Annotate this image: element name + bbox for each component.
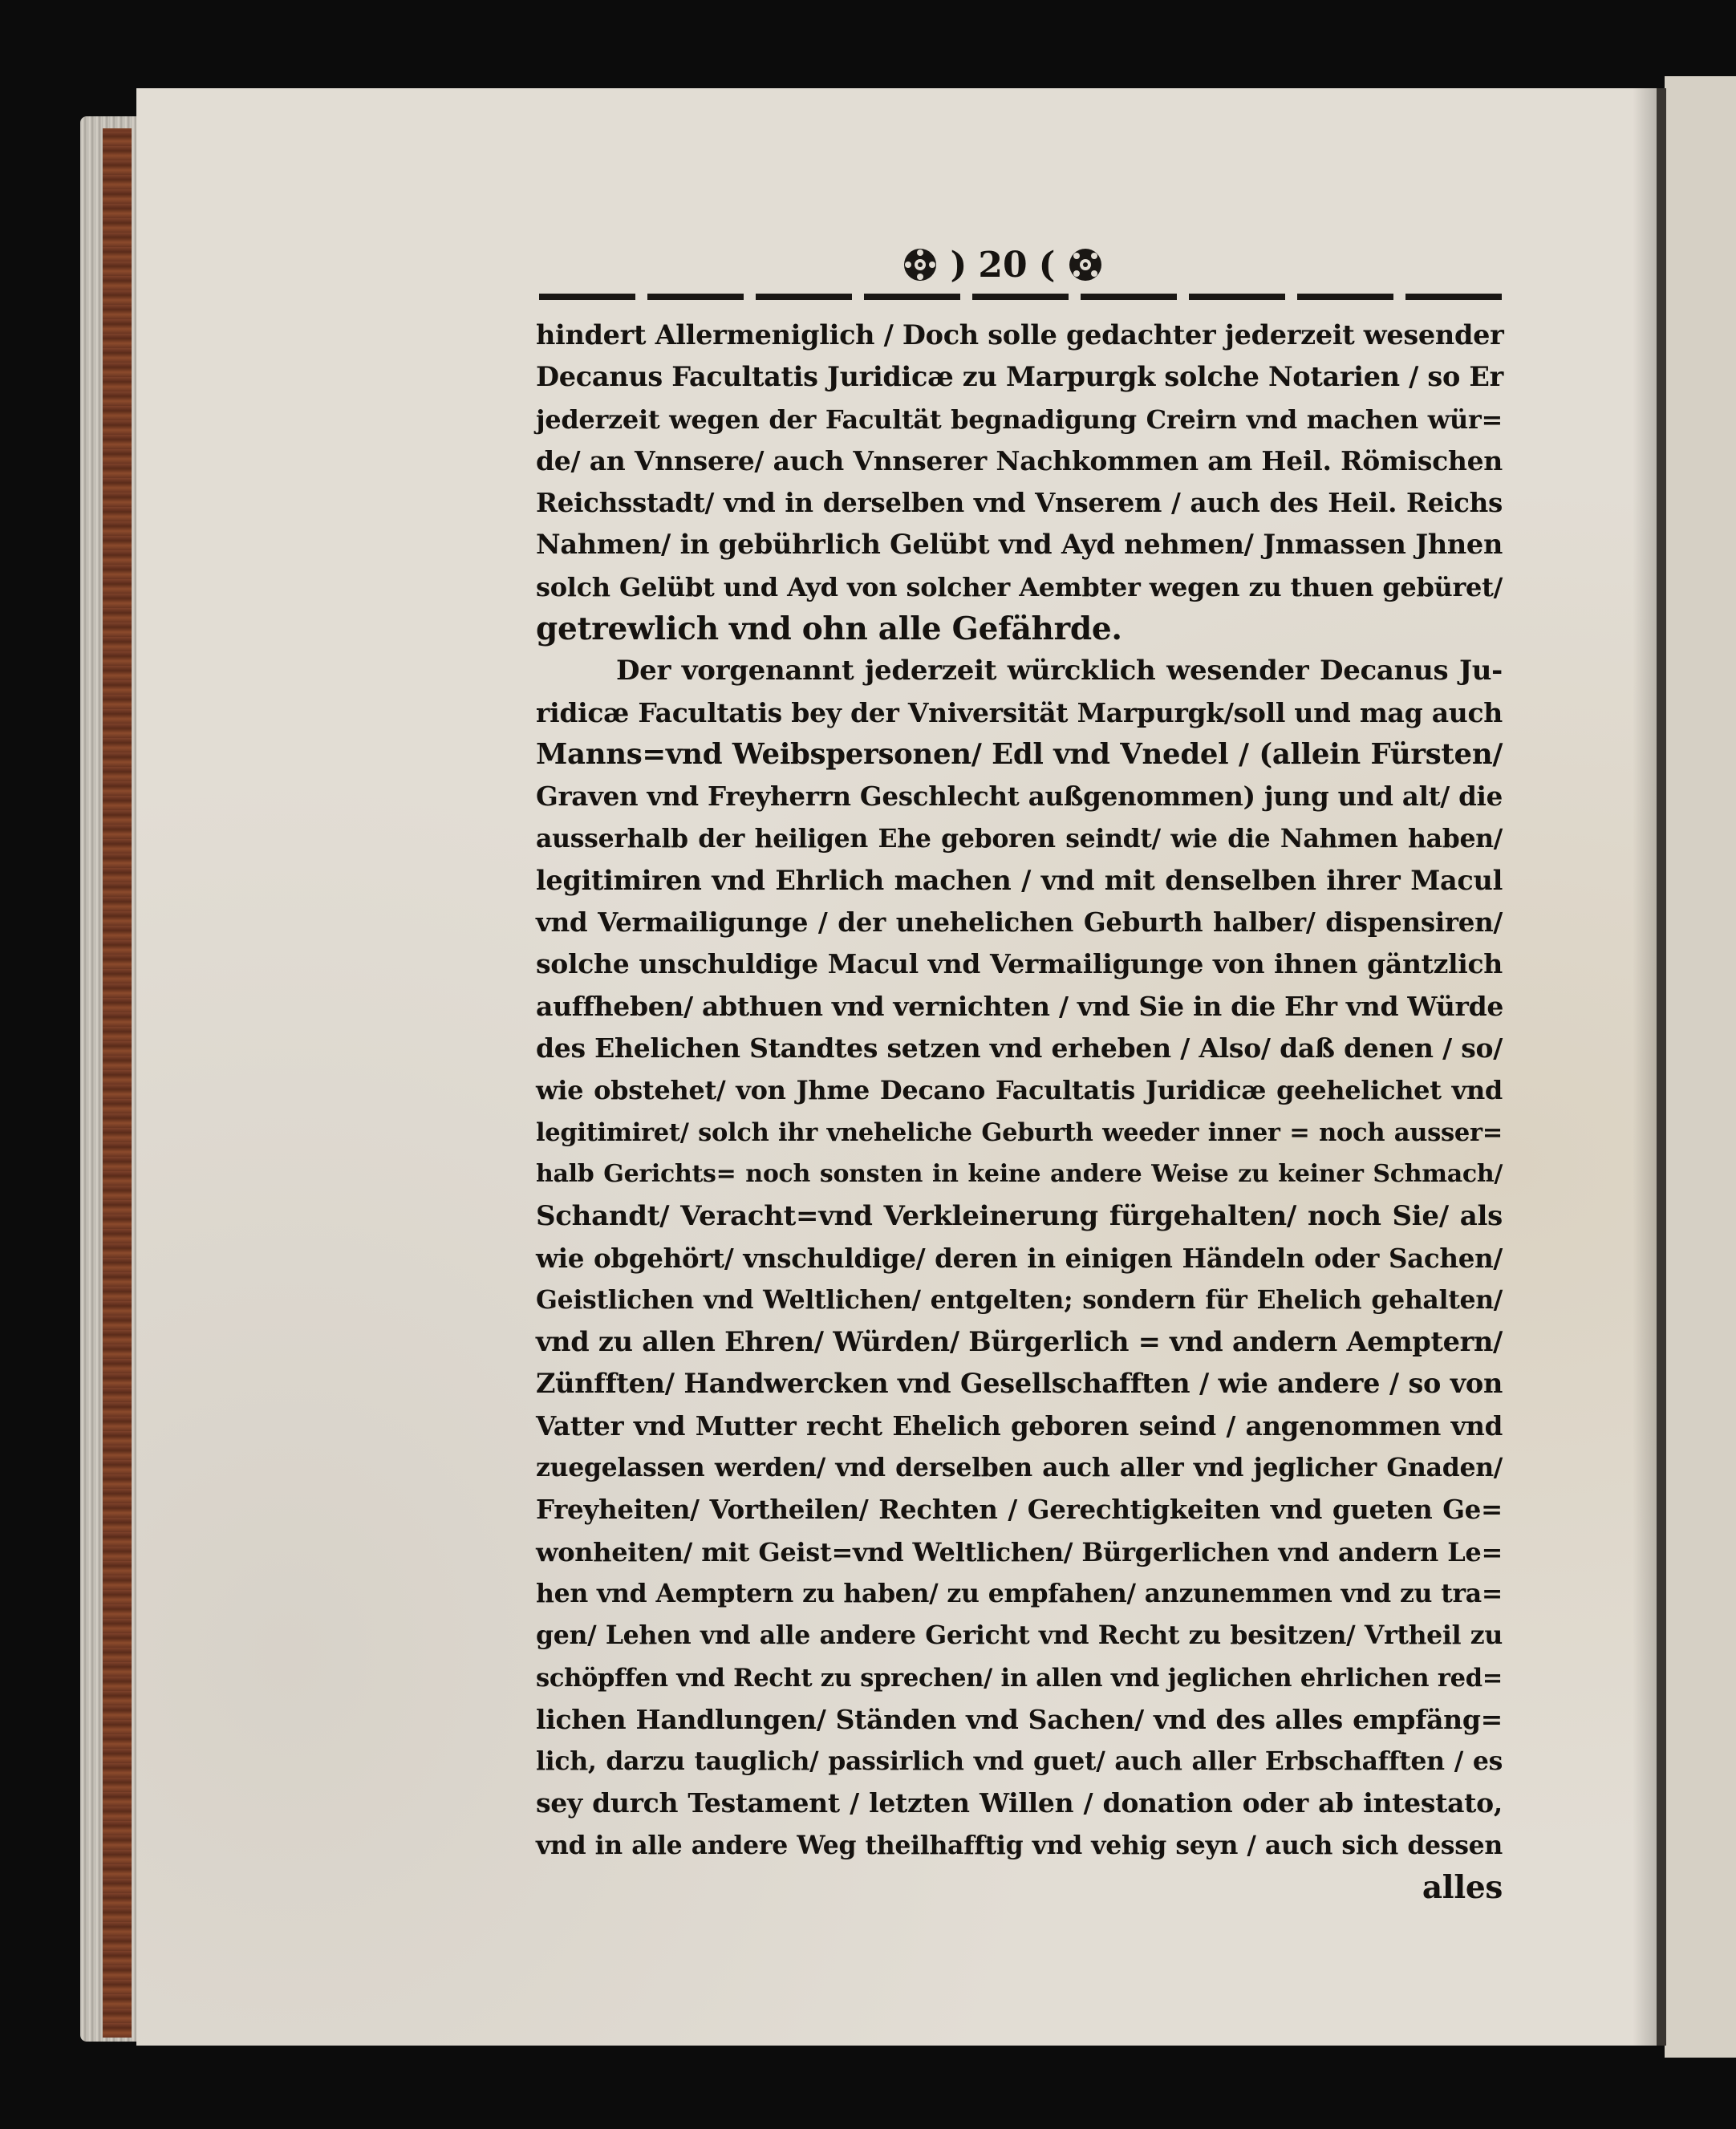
text-line: jederzeit wegen der Facultät begnadigung Creirn vnd machen wür=	[536, 403, 1503, 435]
header-rule	[539, 294, 1502, 302]
text-line: sey durch Testament / letzten Willen / donation oder ab intestato,	[536, 1787, 1503, 1819]
text-line: legitimiret/ solch ihr vneheliche Geburth weeder inner = noch ausser=	[536, 1117, 1503, 1147]
text-line: solch Gelübt und Ayd von solcher Aembter wegen zu thuen gebüret/	[536, 571, 1503, 602]
text-line: hindert Allermeniglich / Doch solle gedachter jederzeit wesender	[536, 319, 1504, 351]
text-line: des Ehelichen Standtes setzen vnd erheben / Also/ daß denen / so/	[536, 1032, 1503, 1064]
catchword: alles	[1422, 1868, 1503, 1906]
flower-ornament-icon	[1066, 245, 1105, 284]
text-line: vnd Vermailigunge / der unehelichen Geburth halber/ dispensiren/	[536, 906, 1503, 939]
text-line: Decanus Facultatis Juridicæ zu Marpurgk solche Notarien / so Er	[536, 361, 1503, 393]
text-line: Zünfften/ Handwercken vnd Gesellschafften / wie andere / so von	[536, 1368, 1503, 1400]
header-bracket-left: )	[950, 244, 967, 286]
header-bracket-right: (	[1038, 244, 1056, 286]
text-line: lichen Handlungen/ Ständen vnd Sachen/ vnd des alles empfäng=	[536, 1703, 1503, 1735]
text-line: ausserhalb der heiligen Ehe geboren seindt/ wie die Nahmen haben/	[536, 823, 1503, 854]
flower-ornament-icon	[901, 245, 939, 284]
book-spine-gap	[1657, 88, 1666, 2046]
text-line: Nahmen/ in gebührlich Gelübt vnd Ayd nehmen/ Jnmassen Jhnen	[536, 529, 1503, 561]
text-line: Geistlichen vnd Weltlichen/ entgelten; sondern für Ehelich gehalten/	[536, 1284, 1503, 1315]
text-line: Manns=vnd Weibspersonen/ Edl vnd Vnedel / (allein Fürsten/	[536, 737, 1503, 771]
paragraph-start-line: Der vorgenannt jederzeit würcklich wesender Decanus Ju-	[616, 655, 1503, 687]
text-line: ridicæ Facultatis bey der Vniversität Marpurgk/soll und mag auch	[536, 696, 1503, 728]
text-line: zuegelassen werden/ vnd derselben auch aller vnd jeglicher Gnaden/	[536, 1453, 1503, 1483]
text-line: wonheiten/ mit Geist=vnd Weltlichen/ Bürgerlichen vnd andern Le=	[536, 1536, 1503, 1567]
text-line: wie obstehet/ von Jhme Decano Facultatis Juridicæ geehelichet vnd	[536, 1075, 1503, 1106]
page-number: 20	[978, 244, 1028, 286]
facing-page-edge	[1665, 76, 1736, 2058]
text-line: gen/ Lehen vnd alle andere Gericht vnd Recht zu besitzen/ Vrtheil zu	[536, 1620, 1503, 1651]
text-line: schöpffen vnd Recht zu sprechen/ in allen vnd jeglichen ehrlichen red=	[536, 1663, 1503, 1693]
text-line: vnd zu allen Ehren/ Würden/ Bürgerlich = vnd andern Aemptern/	[536, 1326, 1503, 1358]
text-line: wie obgehört/ vnschuldige/ deren in einigen Händeln oder Sachen/	[536, 1242, 1503, 1274]
page-edge-red	[103, 128, 132, 2038]
text-line: Schandt/ Veracht=vnd Verkleinerung fürgehalten/ noch Sie/ als	[536, 1200, 1503, 1233]
text-line: de/ an Vnnsere/ auch Vnnserer Nachkommen am Heil. Römischen	[536, 444, 1503, 476]
page-header	[874, 234, 1131, 295]
text-line: getrewlich vnd ohn alle Gefährde.	[536, 610, 1122, 648]
text-line: lich, darzu tauglich/ passirlich vnd guet/ auch aller Erbschafften / es	[536, 1746, 1503, 1777]
text-line: Graven vnd Freyherrn Geschlecht außgenommen) jung und alt/ die	[536, 781, 1503, 813]
text-line: hen vnd Aemptern zu haben/ zu empfahen/ anzunemmen vnd zu tra=	[536, 1578, 1503, 1608]
text-line: solche unschuldige Macul vnd Vermailigunge von ihnen gäntzlich	[536, 948, 1503, 980]
gutter-shadow	[1633, 88, 1657, 2046]
text-line: vnd in alle andere Weg theilhafftig vnd vehig seyn / auch sich dessen	[536, 1830, 1503, 1860]
text-line: legitimiren vnd Ehrlich machen / vnd mit denselben ihrer Macul	[536, 864, 1503, 896]
text-line: Vatter vnd Mutter recht Ehelich geboren seind / angenommen vnd	[536, 1409, 1503, 1442]
text-line: auffheben/ abthuen vnd vernichten / vnd Sie in die Ehr vnd Würde	[536, 990, 1504, 1022]
body-text	[536, 314, 1504, 1906]
text-line: Freyheiten/ Vortheilen/ Rechten / Gerechtigkeiten vnd gueten Ge=	[536, 1494, 1503, 1526]
text-line: halb Gerichts= noch sonsten in keine andere Weise zu keiner Schmach/	[536, 1159, 1503, 1188]
text-line: Reichsstadt/ vnd in derselben vnd Vnserem / auch des Heil. Reichs	[536, 487, 1503, 519]
